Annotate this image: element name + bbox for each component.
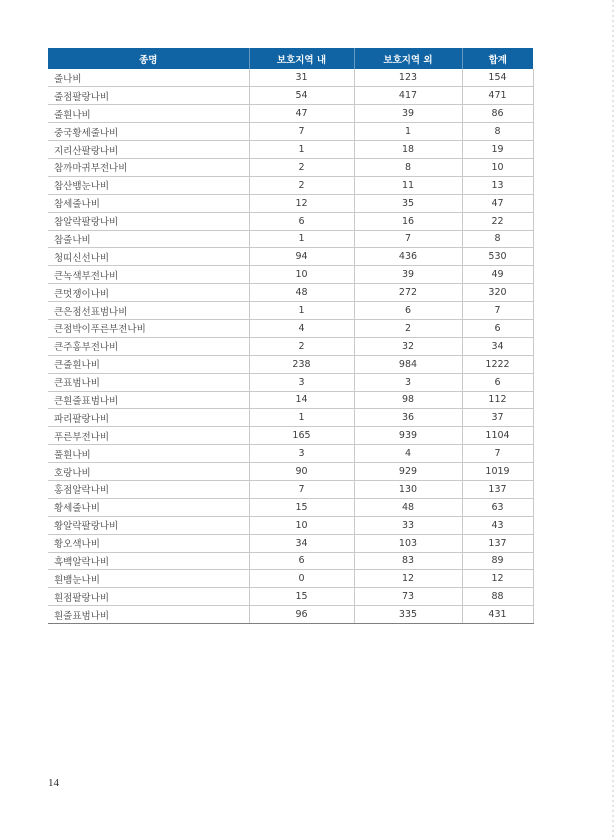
table-header [48, 48, 533, 69]
total-count-cell: 13 [462, 176, 533, 194]
outside-count-cell: 1 [354, 123, 462, 141]
inside-count-cell: 4 [249, 319, 354, 337]
table-row [48, 463, 533, 481]
species-name-cell: 중국황세줄나비 [48, 123, 249, 141]
outside-count-cell: 12 [354, 570, 462, 588]
total-count-cell: 47 [462, 194, 533, 212]
outside-count-cell: 939 [354, 427, 462, 445]
outside-count-cell: 123 [354, 69, 462, 87]
outside-count-cell: 8 [354, 158, 462, 176]
outside-count-cell: 36 [354, 409, 462, 427]
inside-count-cell: 6 [249, 212, 354, 230]
total-count-cell: 471 [462, 87, 533, 105]
table-row [48, 158, 533, 176]
total-count-cell: 34 [462, 337, 533, 355]
inside-count-cell: 96 [249, 606, 354, 624]
table-row [48, 230, 533, 248]
table-row [48, 319, 533, 337]
total-count-cell: 6 [462, 319, 533, 337]
species-name-cell: 참알락팔랑나비 [48, 212, 249, 230]
total-count-cell: 8 [462, 230, 533, 248]
inside-count-cell: 94 [249, 248, 354, 266]
outside-count-cell: 83 [354, 552, 462, 570]
outside-count-cell: 16 [354, 212, 462, 230]
total-count-cell: 137 [462, 480, 533, 498]
total-count-cell: 12 [462, 570, 533, 588]
inside-count-cell: 47 [249, 105, 354, 123]
inside-count-cell: 238 [249, 355, 354, 373]
outside-count-cell: 335 [354, 606, 462, 624]
col-header-inside-protected-area: 보호지역 내 [249, 48, 354, 69]
inside-count-cell: 48 [249, 284, 354, 302]
inside-count-cell: 1 [249, 409, 354, 427]
outside-count-cell: 33 [354, 516, 462, 534]
inside-count-cell: 10 [249, 516, 354, 534]
outside-count-cell: 417 [354, 87, 462, 105]
table-row [48, 570, 533, 588]
col-header-outside-protected-area: 보호지역 외 [354, 48, 462, 69]
total-count-cell: 1222 [462, 355, 533, 373]
species-name-cell: 청띠신선나비 [48, 248, 249, 266]
outside-count-cell: 4 [354, 445, 462, 463]
table-row [48, 588, 533, 606]
table-row [48, 302, 533, 320]
inside-count-cell: 54 [249, 87, 354, 105]
species-name-cell: 황오색나비 [48, 534, 249, 552]
table-row [48, 516, 533, 534]
inside-count-cell: 7 [249, 480, 354, 498]
total-count-cell: 7 [462, 445, 533, 463]
table-row [48, 427, 533, 445]
table-row [48, 552, 533, 570]
total-count-cell: 6 [462, 373, 533, 391]
species-name-cell: 호랑나비 [48, 463, 249, 481]
inside-count-cell: 34 [249, 534, 354, 552]
total-count-cell: 530 [462, 248, 533, 266]
outside-count-cell: 11 [354, 176, 462, 194]
total-count-cell: 49 [462, 266, 533, 284]
outside-count-cell: 436 [354, 248, 462, 266]
inside-count-cell: 3 [249, 445, 354, 463]
total-count-cell: 89 [462, 552, 533, 570]
total-count-cell: 137 [462, 534, 533, 552]
inside-count-cell: 0 [249, 570, 354, 588]
total-count-cell: 112 [462, 391, 533, 409]
table-row [48, 498, 533, 516]
page-number: 14 [48, 777, 59, 789]
total-count-cell: 19 [462, 141, 533, 159]
table-row [48, 373, 533, 391]
col-header-total: 합계 [462, 48, 533, 69]
species-name-cell: 줄흰나비 [48, 105, 249, 123]
total-count-cell: 63 [462, 498, 533, 516]
inside-count-cell: 2 [249, 337, 354, 355]
table-row [48, 105, 533, 123]
outside-count-cell: 984 [354, 355, 462, 373]
table-row [48, 409, 533, 427]
outside-count-cell: 929 [354, 463, 462, 481]
total-count-cell: 320 [462, 284, 533, 302]
species-name-cell: 파리팔랑나비 [48, 409, 249, 427]
inside-count-cell: 15 [249, 498, 354, 516]
outside-count-cell: 32 [354, 337, 462, 355]
outside-count-cell: 18 [354, 141, 462, 159]
inside-count-cell: 10 [249, 266, 354, 284]
total-count-cell: 8 [462, 123, 533, 141]
species-name-cell: 큰주홍부전나비 [48, 337, 249, 355]
table-row [48, 141, 533, 159]
table-row [48, 69, 533, 87]
total-count-cell: 1019 [462, 463, 533, 481]
table-row [48, 284, 533, 302]
species-name-cell: 큰줄흰나비 [48, 355, 249, 373]
species-name-cell: 흑백알락나비 [48, 552, 249, 570]
inside-count-cell: 6 [249, 552, 354, 570]
outside-count-cell: 7 [354, 230, 462, 248]
table-row [48, 194, 533, 212]
outside-count-cell: 103 [354, 534, 462, 552]
table-row [48, 606, 533, 624]
outside-count-cell: 3 [354, 373, 462, 391]
total-count-cell: 154 [462, 69, 533, 87]
species-name-cell: 큰녹색부전나비 [48, 266, 249, 284]
table-body [48, 69, 533, 624]
species-name-cell: 큰표범나비 [48, 373, 249, 391]
inside-count-cell: 15 [249, 588, 354, 606]
inside-count-cell: 165 [249, 427, 354, 445]
total-count-cell: 43 [462, 516, 533, 534]
inside-count-cell: 7 [249, 123, 354, 141]
inside-count-cell: 3 [249, 373, 354, 391]
total-count-cell: 7 [462, 302, 533, 320]
inside-count-cell: 1 [249, 230, 354, 248]
table-row [48, 248, 533, 266]
total-count-cell: 22 [462, 212, 533, 230]
species-name-cell: 지리산팔랑나비 [48, 141, 249, 159]
inside-count-cell: 90 [249, 463, 354, 481]
species-count-table [48, 48, 534, 624]
species-name-cell: 줄나비 [48, 69, 249, 87]
total-count-cell: 1104 [462, 427, 533, 445]
outside-count-cell: 73 [354, 588, 462, 606]
species-name-cell: 큰흰줄표범나비 [48, 391, 249, 409]
outside-count-cell: 130 [354, 480, 462, 498]
table-row [48, 123, 533, 141]
outside-count-cell: 35 [354, 194, 462, 212]
outside-count-cell: 48 [354, 498, 462, 516]
table-row [48, 337, 533, 355]
species-name-cell: 흰줄표범나비 [48, 606, 249, 624]
table-row [48, 534, 533, 552]
outside-count-cell: 39 [354, 266, 462, 284]
table-header-row [48, 48, 533, 69]
inside-count-cell: 31 [249, 69, 354, 87]
inside-count-cell: 2 [249, 176, 354, 194]
table-row [48, 355, 533, 373]
inside-count-cell: 12 [249, 194, 354, 212]
inside-count-cell: 1 [249, 141, 354, 159]
inside-count-cell: 1 [249, 302, 354, 320]
species-name-cell: 푸른부전나비 [48, 427, 249, 445]
species-name-cell: 참줄나비 [48, 230, 249, 248]
total-count-cell: 86 [462, 105, 533, 123]
table-row [48, 266, 533, 284]
species-name-cell: 홍점알락나비 [48, 480, 249, 498]
outside-count-cell: 98 [354, 391, 462, 409]
species-name-cell: 큰점박이푸른부전나비 [48, 319, 249, 337]
species-name-cell: 흰점팔랑나비 [48, 588, 249, 606]
page-edge-dashes [612, 0, 614, 840]
table-row [48, 176, 533, 194]
total-count-cell: 37 [462, 409, 533, 427]
table-row [48, 445, 533, 463]
table-row [48, 87, 533, 105]
species-name-cell: 풀흰나비 [48, 445, 249, 463]
species-name-cell: 큰은점선표범나비 [48, 302, 249, 320]
species-name-cell: 줄점팔랑나비 [48, 87, 249, 105]
outside-count-cell: 272 [354, 284, 462, 302]
species-name-cell: 참까마귀부전나비 [48, 158, 249, 176]
species-name-cell: 황알락팔랑나비 [48, 516, 249, 534]
species-name-cell: 황세줄나비 [48, 498, 249, 516]
species-name-cell: 큰멋쟁이나비 [48, 284, 249, 302]
species-name-cell: 흰뱀눈나비 [48, 570, 249, 588]
species-name-cell: 참산뱀눈나비 [48, 176, 249, 194]
col-header-species: 종명 [48, 48, 249, 69]
outside-count-cell: 6 [354, 302, 462, 320]
species-name-cell: 참세줄나비 [48, 194, 249, 212]
total-count-cell: 431 [462, 606, 533, 624]
total-count-cell: 10 [462, 158, 533, 176]
inside-count-cell: 2 [249, 158, 354, 176]
outside-count-cell: 39 [354, 105, 462, 123]
outside-count-cell: 2 [354, 319, 462, 337]
table-row [48, 212, 533, 230]
total-count-cell: 88 [462, 588, 533, 606]
inside-count-cell: 14 [249, 391, 354, 409]
table-row [48, 480, 533, 498]
table-row [48, 391, 533, 409]
